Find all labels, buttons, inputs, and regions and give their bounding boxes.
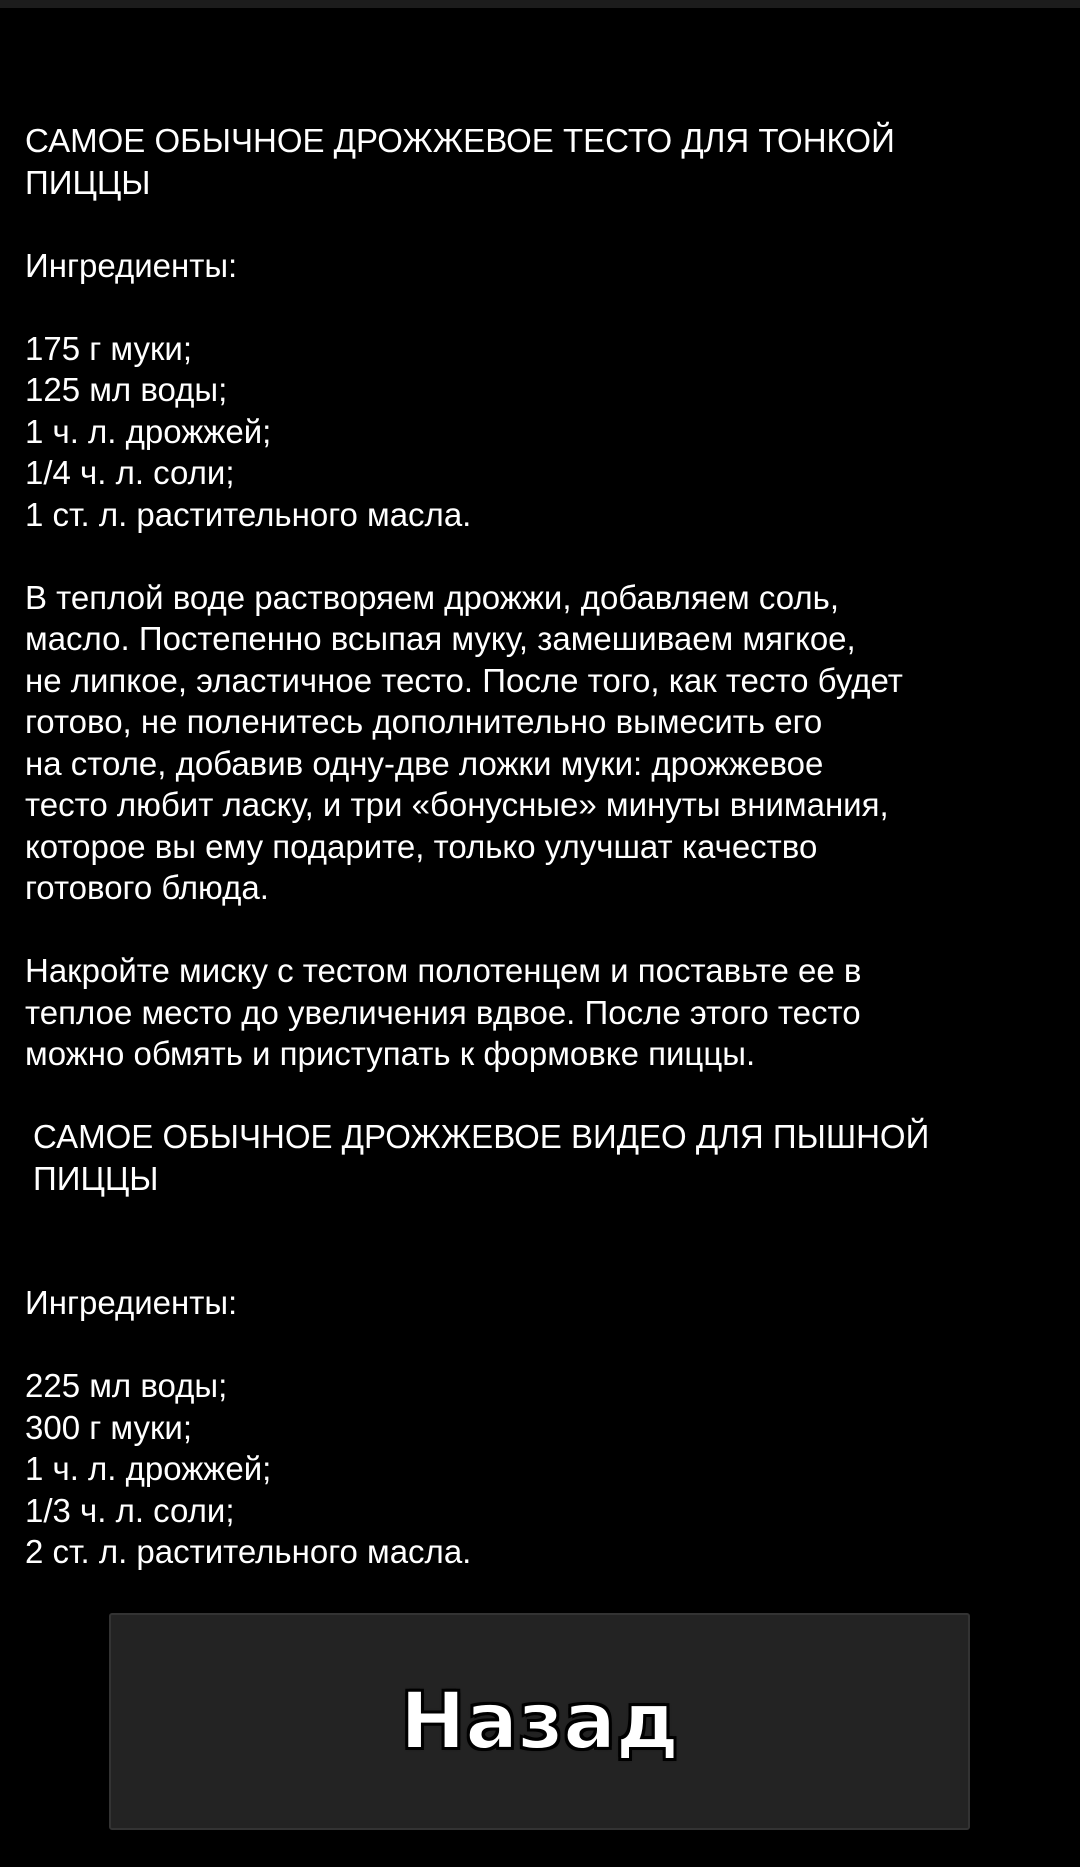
recipe-title-fluffy-pizza: САМОЕ ОБЫЧНОЕ ДРОЖЖЕВОЕ ВИДЕО ДЛЯ ПЫШНОЙ ПИЦЦЫ [33, 1118, 930, 1197]
method-paragraph-rise: Накройте миску с тестом полотенцем и поставьте ее в теплое место до увеличения вдвое. После этого тесто можно обмять и приступать к формовке пиццы. [25, 952, 862, 1072]
ingredients-heading: Ингредиенты: [25, 246, 238, 284]
back-button[interactable] [109, 1613, 970, 1830]
ingredients-heading-2: Ингредиенты: [25, 1284, 238, 1321]
recipe-title-thin-pizza: САМОЕ ОБЫЧНОЕ ДРОЖЖЕВОЕ ТЕСТО ДЛЯ ТОНКОЙ ПИЦЦЫ [25, 122, 895, 201]
ingredients-list-2: 225 мл воды; 300 г муки; 1 ч. л. дрожжей; 1/3 ч. л. соли; 2 ст. л. растительного масла. [25, 1367, 472, 1570]
recipe-text [25, 120, 1055, 1572]
ingredients-list: 175 г муки; 125 мл воды; 1 ч. л. дрожжей; 1/4 ч. л. соли; 1 ст. л. растительного масла. [25, 329, 472, 533]
recipe-scroll-view[interactable] [0, 8, 1080, 1572]
status-bar-strip [0, 0, 1080, 8]
back-button-label: Назад [400, 1676, 679, 1767]
method-paragraph: В теплой воде растворяем дрожжи, добавляем соль, масло. Постепенно всыпая муку, замешиваем мягкое, не липкое, эластичное тесто. После того, как тесто будет готово, не поленитесь дополнительно вымесить его на столе, добавив одну-две ложки муки: дрожжевое тесто любит ласку, и три «бонусные» минуты внимания, которое вы ему подарите, только улучшат качество готового блюда. [25, 578, 903, 906]
